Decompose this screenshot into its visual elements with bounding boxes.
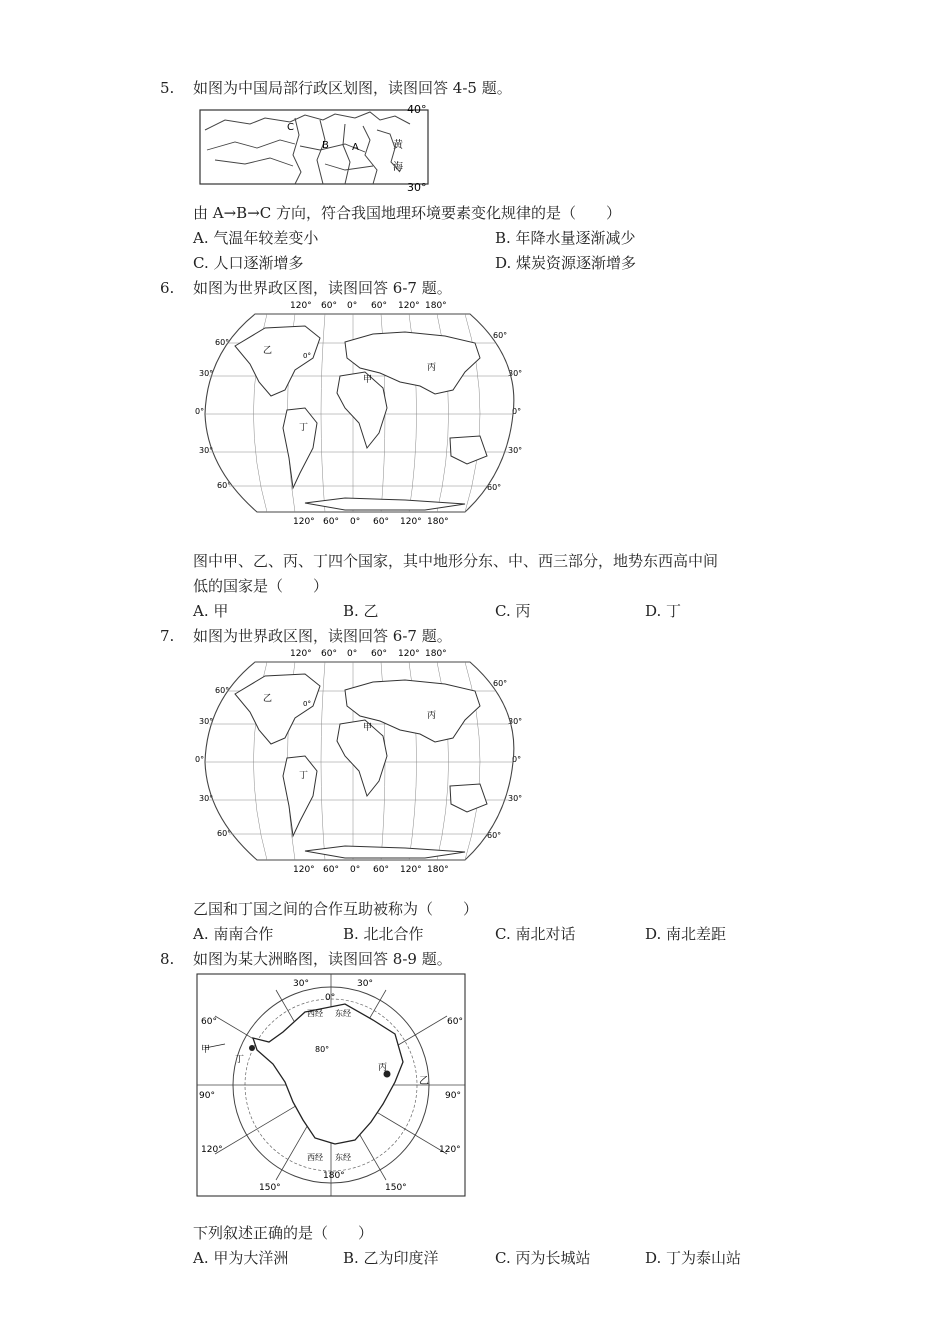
- option-c: C. 人口逐渐增多: [193, 254, 304, 272]
- map-label-ding: 丁: [299, 771, 309, 781]
- question-stem: 如图为世界政区图，读图回答 6-7 题。: [193, 627, 452, 645]
- question-text: 乙国和丁国之间的合作互助被称为（ ）: [193, 900, 479, 918]
- tick: 0°: [347, 301, 358, 311]
- tick: 60°: [323, 517, 339, 527]
- tick: 0°: [512, 407, 522, 416]
- tick-120w: 120°: [201, 1145, 223, 1155]
- antarctica-map: [195, 972, 467, 1198]
- question-number: 7.: [160, 627, 175, 645]
- tick: 0°: [347, 649, 358, 659]
- tick-180: 180°: [323, 1171, 345, 1181]
- tick: 30°: [508, 369, 523, 378]
- tick: 180°: [427, 517, 449, 527]
- label-east-bottom: 东经: [335, 1153, 351, 1162]
- tick: 120°: [400, 517, 422, 527]
- tick: 120°: [400, 865, 422, 875]
- tick-150e: 150°: [385, 1183, 407, 1193]
- question-text: 由 A→B→C 方向，符合我国地理环境要素变化规律的是（ ）: [193, 204, 622, 222]
- tick: 0°: [195, 407, 205, 416]
- tick: 120°: [293, 865, 315, 875]
- tick: 0°: [350, 865, 361, 875]
- tick-90e: 90°: [445, 1091, 461, 1101]
- option-b: B. 乙为印度洋: [343, 1249, 439, 1267]
- tick-60w: 60°: [201, 1017, 217, 1027]
- option-a: A. 气温年较差变小: [193, 229, 319, 247]
- map-label-0deg: 0°: [303, 352, 311, 360]
- option-a: A. 甲: [193, 602, 229, 620]
- tick: 0°: [350, 517, 361, 527]
- map-label-a: A: [352, 142, 359, 153]
- tick: 180°: [427, 865, 449, 875]
- option-c: C. 丙为长城站: [495, 1249, 591, 1267]
- tick: 60°: [373, 517, 389, 527]
- option-b: B. 年降水量逐渐减少: [495, 229, 636, 247]
- option-d: D. 煤炭资源逐渐增多: [495, 254, 637, 272]
- tick: 60°: [321, 301, 337, 311]
- label-east-top: 东经: [335, 1009, 351, 1018]
- tick-150w: 150°: [259, 1183, 281, 1193]
- tick: 30°: [199, 369, 214, 378]
- tick: 120°: [290, 301, 312, 311]
- tick: 60°: [321, 649, 337, 659]
- map-label-ding: 丁: [299, 423, 309, 433]
- tick: 60°: [373, 865, 389, 875]
- tick: 60°: [493, 331, 508, 340]
- tick: 60°: [371, 301, 387, 311]
- map-label-c: C: [287, 122, 294, 133]
- question-stem: 如图为中国局部行政区划图，读图回答 4-5 题。: [193, 79, 512, 97]
- tick-60e: 60°: [447, 1017, 463, 1027]
- question-text-line1: 图中甲、乙、丙、丁四个国家，其中地形分东、中、西三部分，地势东西高中间: [193, 552, 719, 570]
- tick: 30°: [508, 717, 523, 726]
- option-d: D. 丁为泰山站: [645, 1249, 742, 1267]
- tick-30e: 30°: [357, 979, 373, 989]
- option-d: D. 丁: [645, 602, 682, 620]
- question-number: 8.: [160, 950, 175, 968]
- map-label-hai: 海: [393, 162, 403, 173]
- map-label-yi: 乙: [263, 346, 273, 356]
- tick: 0°: [195, 755, 205, 764]
- map-label-bing: 丙: [427, 711, 437, 721]
- tick: 120°: [398, 649, 420, 659]
- map-label-b: B: [322, 140, 329, 151]
- label-ding: 丁: [235, 1055, 245, 1065]
- lat-30: 30°: [407, 181, 427, 192]
- tick: 0°: [512, 755, 522, 764]
- option-c: C. 南北对话: [495, 925, 576, 943]
- tick: 60°: [487, 831, 502, 840]
- tick: 60°: [371, 649, 387, 659]
- option-c: C. 丙: [495, 602, 531, 620]
- tick: 30°: [508, 794, 523, 803]
- tick: 60°: [487, 483, 502, 492]
- tick: 30°: [199, 446, 214, 455]
- tick-0: 0°: [325, 993, 336, 1003]
- tick-90w: 90°: [199, 1091, 215, 1101]
- tick: 120°: [398, 301, 420, 311]
- question-number: 6.: [160, 279, 175, 297]
- option-a: A. 南南合作: [193, 925, 274, 943]
- tick: 180°: [425, 649, 447, 659]
- option-b: B. 乙: [343, 602, 379, 620]
- question-text-line2: 低的国家是（ ）: [193, 577, 329, 595]
- map-label-jia: 甲: [363, 723, 373, 733]
- china-region-map: [195, 100, 445, 192]
- label-yi: 乙: [419, 1076, 429, 1087]
- lat-40: 40°: [407, 103, 427, 116]
- option-d: D. 南北差距: [645, 925, 727, 943]
- tick: 60°: [215, 338, 230, 347]
- question-number: 5.: [160, 79, 175, 97]
- tick: 60°: [493, 679, 508, 688]
- tick: 30°: [508, 446, 523, 455]
- label-west-top: 西经: [307, 1009, 323, 1018]
- question-stem: 如图为世界政区图，读图回答 6-7 题。: [193, 279, 452, 297]
- tick: 60°: [217, 829, 232, 838]
- tick: 120°: [293, 517, 315, 527]
- map-label-yi: 乙: [263, 694, 273, 704]
- map-label-0deg: 0°: [303, 700, 311, 708]
- world-map-1: [195, 298, 530, 530]
- label-bing: 丙: [378, 1063, 388, 1073]
- question-stem: 如图为某大洲略图，读图回答 8-9 题。: [193, 950, 452, 968]
- option-b: B. 北北合作: [343, 925, 424, 943]
- map-label-huang: 黄: [393, 140, 403, 151]
- tick: 180°: [425, 301, 447, 311]
- tick-30w: 30°: [293, 979, 309, 989]
- tick-120e: 120°: [439, 1145, 461, 1155]
- map-label-bing: 丙: [427, 363, 437, 373]
- tick: 60°: [323, 865, 339, 875]
- tick: 30°: [199, 717, 214, 726]
- label-jia: 甲: [201, 1045, 211, 1055]
- option-a: A. 甲为大洋洲: [193, 1249, 289, 1267]
- question-text: 下列叙述正确的是（ ）: [193, 1224, 374, 1242]
- label-west-bottom: 西经: [307, 1153, 323, 1162]
- world-map-2: [195, 646, 530, 878]
- map-label-jia: 甲: [363, 375, 373, 385]
- tick: 60°: [217, 481, 232, 490]
- tick: 120°: [290, 649, 312, 659]
- tick-80: 80°: [315, 1045, 330, 1054]
- tick: 30°: [199, 794, 214, 803]
- tick: 60°: [215, 686, 230, 695]
